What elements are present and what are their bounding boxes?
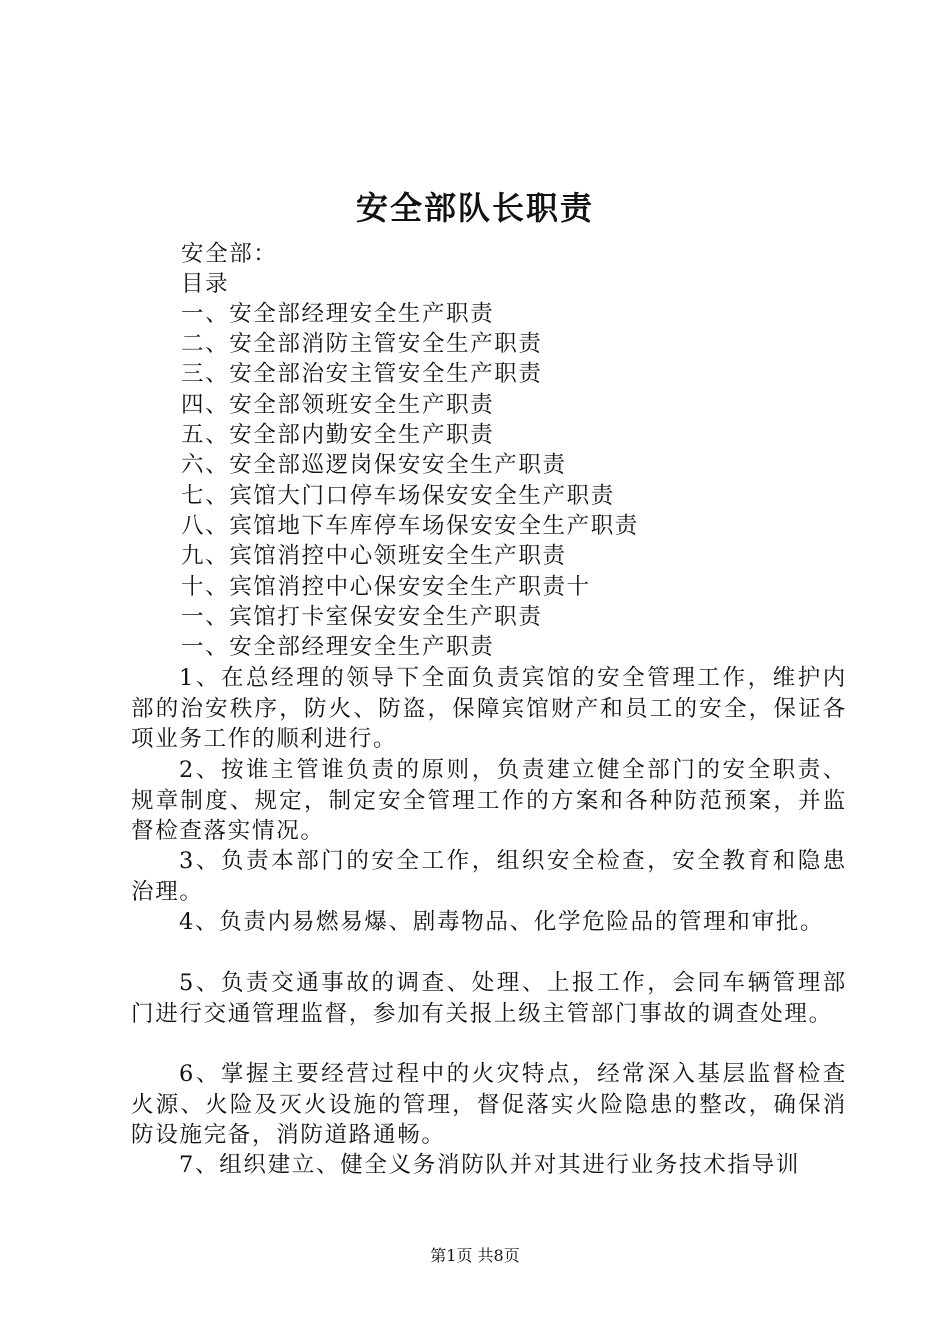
toc-item: 八、宾馆地下车库停车场保安安全生产职责 bbox=[181, 513, 639, 539]
toc-item: 九、宾馆消控中心领班安全生产职责 bbox=[181, 543, 567, 569]
toc-item: 一、宾馆打卡室保安安全生产职责 bbox=[181, 604, 543, 630]
document-title: 安全部队长职责 bbox=[355, 189, 594, 227]
paragraph: 2、按谁主管谁负责的原则，负责建立健全部门的安全职责、规章制度、规定，制定安全管理工作的方案和各种防范预案，并监督检查落实情况。 bbox=[131, 757, 847, 844]
toc-label: 目录 bbox=[181, 271, 230, 297]
toc-item: 七、宾馆大门口停车场保安安全生产职责 bbox=[181, 483, 615, 509]
paragraph: 4、负责内易燃易爆、剧毒物品、化学危险品的管理和审批。 bbox=[179, 909, 825, 935]
toc-item: 一、安全部经理安全生产职责 bbox=[181, 301, 495, 327]
toc-item: 六、安全部巡逻岗保安安全生产职责 bbox=[181, 452, 567, 478]
section-heading: 一、安全部经理安全生产职责 bbox=[181, 634, 495, 660]
toc-item: 十、宾馆消控中心保安安全生产职责十 bbox=[181, 574, 591, 600]
toc-item: 二、安全部消防主管安全生产职责 bbox=[181, 331, 543, 357]
toc-item: 四、安全部领班安全生产职责 bbox=[181, 392, 495, 418]
paragraph: 1、在总经理的领导下全面负责宾馆的安全管理工作，维护内部的治安秩序，防火、防盗，保障宾馆财产和员工的安全，保证各项业务工作的顺利进行。 bbox=[131, 665, 847, 752]
toc-item: 三、安全部治安主管安全生产职责 bbox=[181, 361, 543, 387]
paragraph: 5、负责交通事故的调查、处理、上报工作，会同车辆管理部门进行交通管理监督，参加有关报上级主管部门事故的调查处理。 bbox=[131, 970, 847, 1027]
page-footer: 第1页 共8页 bbox=[430, 1246, 520, 1265]
paragraph: 7、组织建立、健全义务消防队并对其进行业务技术指导训 bbox=[179, 1152, 801, 1178]
paragraph: 3、负责本部门的安全工作，组织安全检查，安全教育和隐患治理。 bbox=[131, 848, 847, 905]
paragraph: 6、掌握主要经营过程中的火灾特点，经常深入基层监督检查火源、火险及灭火设施的管理，督促落实火险隐患的整改，确保消防设施完备，消防道路通畅。 bbox=[131, 1061, 847, 1148]
toc-item: 五、安全部内勤安全生产职责 bbox=[181, 422, 495, 448]
dept-label: 安全部： bbox=[181, 241, 278, 267]
